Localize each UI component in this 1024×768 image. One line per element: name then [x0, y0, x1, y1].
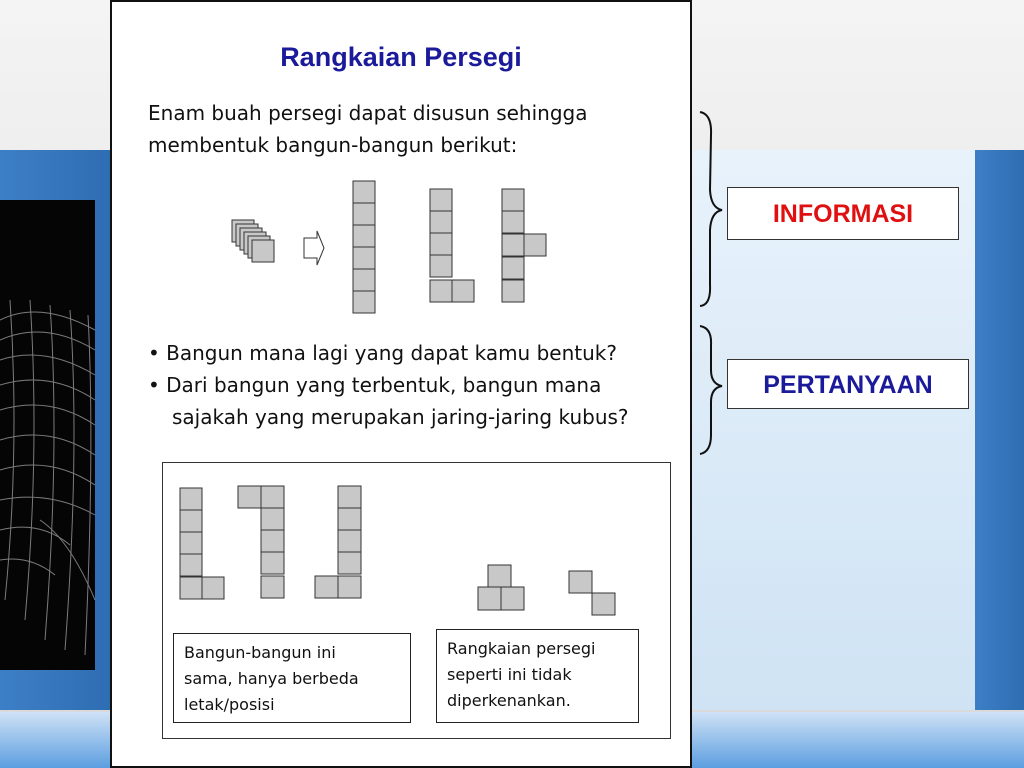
pertanyaan-label: PERTANYAAN [727, 359, 969, 409]
note-left-line-1: Bangun-bangun ini [184, 643, 336, 662]
slide-title: Rangkaian Persegi [280, 42, 522, 72]
bracket-pertanyaan [700, 326, 722, 454]
note-left-line-3: letak/posisi [184, 695, 275, 714]
note-right-line-2: seperti ini tidak [447, 665, 572, 684]
note-left-line-2: sama, hanya berbeda [184, 669, 359, 688]
question-2-line-2: sajakah yang merupakan jaring-jaring kubus? [172, 405, 629, 429]
bracket-informasi [700, 112, 722, 306]
note-right-line-1: Rangkaian persegi [447, 639, 596, 658]
intro-line-2: membentuk bangun-bangun berikut: [148, 133, 518, 157]
question-2-line-1: • Dari bangun yang terbentuk, bangun mana [148, 373, 602, 397]
informasi-label: INFORMASI [727, 187, 959, 240]
intro-line-1: Enam buah persegi dapat disusun sehingga [148, 101, 588, 125]
question-1: • Bangun mana lagi yang dapat kamu bentuk? [148, 341, 617, 365]
note-right-line-3: diperkenankan. [447, 691, 571, 710]
